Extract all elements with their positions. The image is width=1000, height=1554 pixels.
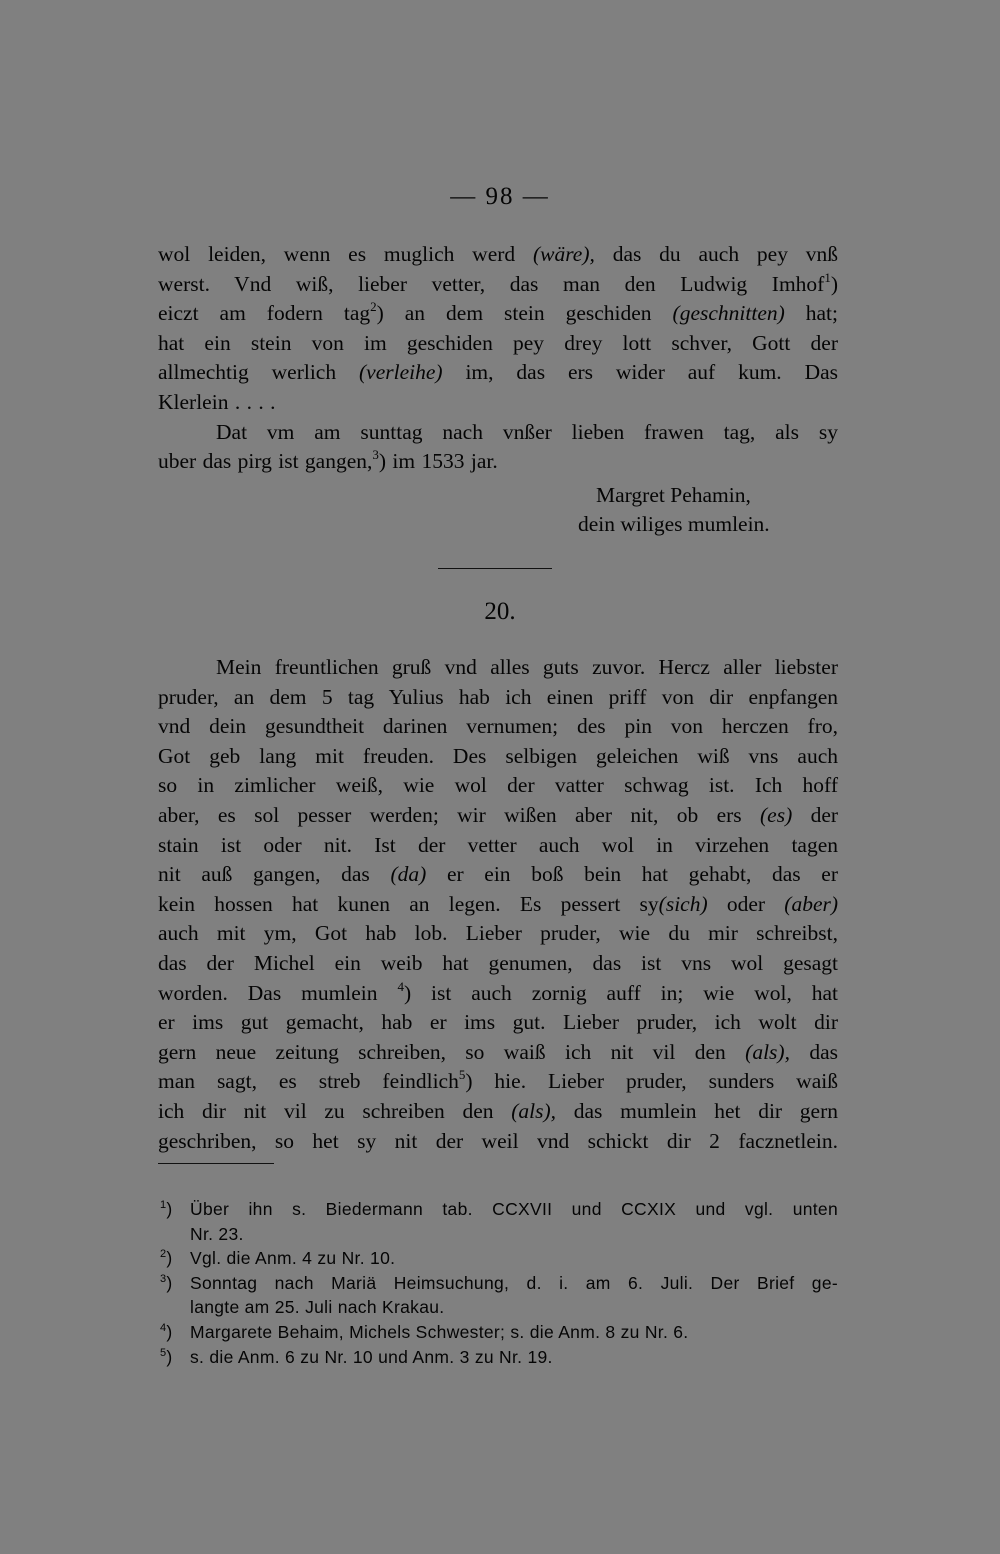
text-line: man sagt, es streb feindlich$^5$) hie. Lieber pruder, sunders waiß	[158, 1067, 838, 1094]
footnote-text: Vgl. die Anm. 4 zu Nr. 10.	[190, 1248, 396, 1269]
text-line: vnd dein gesundtheit darinen vernumen; des pin von herczen fro,	[158, 714, 838, 739]
footnote-ref: 3	[372, 447, 379, 463]
section-number: 20.	[484, 598, 516, 625]
text-line: eiczt am fodern tag$^2$) an dem stein geschiden (geschnitten) hat;	[158, 299, 838, 326]
footnote	[160, 1197, 838, 1246]
text-line: pruder, an dem 5 tag Yulius hab ich einen priff von dir enpfangen	[158, 684, 838, 709]
text-line: nit auß gangen, das (da) er ein boß bein hat gehabt, das er	[158, 862, 839, 887]
text-line: ich dir nit vil zu schreiben den (als), das mumlein het dir gern	[158, 1098, 838, 1123]
footnote-text: s. die Anm. 6 zu Nr. 10 und Anm. 3 zu Nr. 19.	[190, 1346, 553, 1367]
footnote-ref: 1	[824, 269, 831, 285]
signature-name: Margret Pehamin,	[596, 483, 751, 507]
text-line: hat ein stein von im geschiden pey drey lott schver, Gott der	[158, 330, 838, 355]
text-line: er ims gut gemacht, hab er ims gut. Lieber pruder, ich wolt dir	[158, 1010, 838, 1035]
dateline-end: uber das pirg ist gangen,$^3$) im 1533 jar.	[158, 447, 498, 474]
footnote-ref: 2	[370, 299, 377, 315]
text-line: Mein freuntlichen gruß vnd alles guts zuvor. Hercz aller liebster	[216, 655, 838, 679]
letter-20-text	[158, 653, 838, 1156]
text-line: werst. Vnd wiß, lieber vetter, das man den Ludwig Imhof$^1$)	[158, 269, 838, 296]
text-line: stain ist oder nit. Ist der vetter auch wol in virzehen tagen	[158, 832, 838, 857]
text-line: so in zimlicher weiß, wie wol der vatter schwag ist. Ich hoff	[158, 773, 838, 798]
footnote-ref: 4	[397, 978, 404, 994]
footnote-text: Sonntag nach Mariä Heimsuchung, d. i. am 6. Juli. Der Brief ge-	[190, 1272, 838, 1293]
footnote-text: Nr. 23.	[190, 1223, 244, 1244]
text-line: das der Michel ein weib hat genumen, das ist vns wol gesagt	[158, 950, 838, 975]
footnote-mark: $^1$)	[160, 1199, 173, 1219]
text-line: Klerlein . . . .	[158, 389, 276, 414]
text-line: aber, es sol pesser werden; wir wißen aber nit, ob ers (es) der	[158, 802, 839, 827]
footnote-text: Über ihn s. Biedermann tab. CCXVII und CCXIX und vgl. unten	[190, 1199, 838, 1219]
footnote-mark: $^5$)	[160, 1346, 173, 1367]
footnote	[160, 1271, 838, 1320]
text-line: Got geb lang mit freuden. Des selbigen geleichen wiß vns auch	[158, 743, 838, 768]
text-line: allmechtig werlich (verleihe) im, das ers wider auf kum. Das	[158, 360, 839, 385]
text-line: auch mit ym, Got hab lob. Lieber pruder, wie du mir schreibst,	[158, 921, 838, 946]
footnotes	[160, 1197, 838, 1369]
text-line: kein hossen hat kunen an legen. Es pessert sy(sich) oder (aber)	[158, 891, 839, 916]
footnote-mark: $^3$)	[160, 1272, 173, 1293]
footnote	[160, 1345, 838, 1370]
footnote-text: langte am 25. Juli nach Krakau.	[190, 1297, 445, 1318]
footnote-text: Margarete Behaim, Michels Schwester; s. die Anm. 8 zu Nr. 6.	[190, 1321, 689, 1342]
text-line: wol leiden, wenn es muglich werd (wäre), das du auch pey vnß	[158, 242, 839, 266]
footnote	[160, 1320, 838, 1345]
text-line: worden. Das mumlein $^4$) ist auch zornig auff in; wie wol, hat	[158, 978, 838, 1005]
footnote-mark: $^4$)	[160, 1321, 173, 1342]
text-line: geschriben, so het sy nit der weil vnd schickt dir 2 facznetlein.	[158, 1128, 838, 1153]
signature-closing: dein wiliges mumlein.	[578, 512, 770, 536]
page-number: — 98 —	[450, 183, 550, 210]
footnote-rule	[158, 1163, 274, 1164]
footnote	[160, 1246, 838, 1271]
text-line: gern neue zeitung schreiben, so waiß ich nit vil den (als), das	[158, 1039, 839, 1064]
separator-rule	[438, 568, 552, 569]
letter-19-text	[158, 240, 838, 477]
footnote-mark: $^2$)	[160, 1248, 173, 1269]
footnote-ref: 5	[458, 1067, 466, 1083]
dateline: Dat vm am sunttag nach vnßer lieben frawen tag, als sy	[216, 419, 838, 444]
